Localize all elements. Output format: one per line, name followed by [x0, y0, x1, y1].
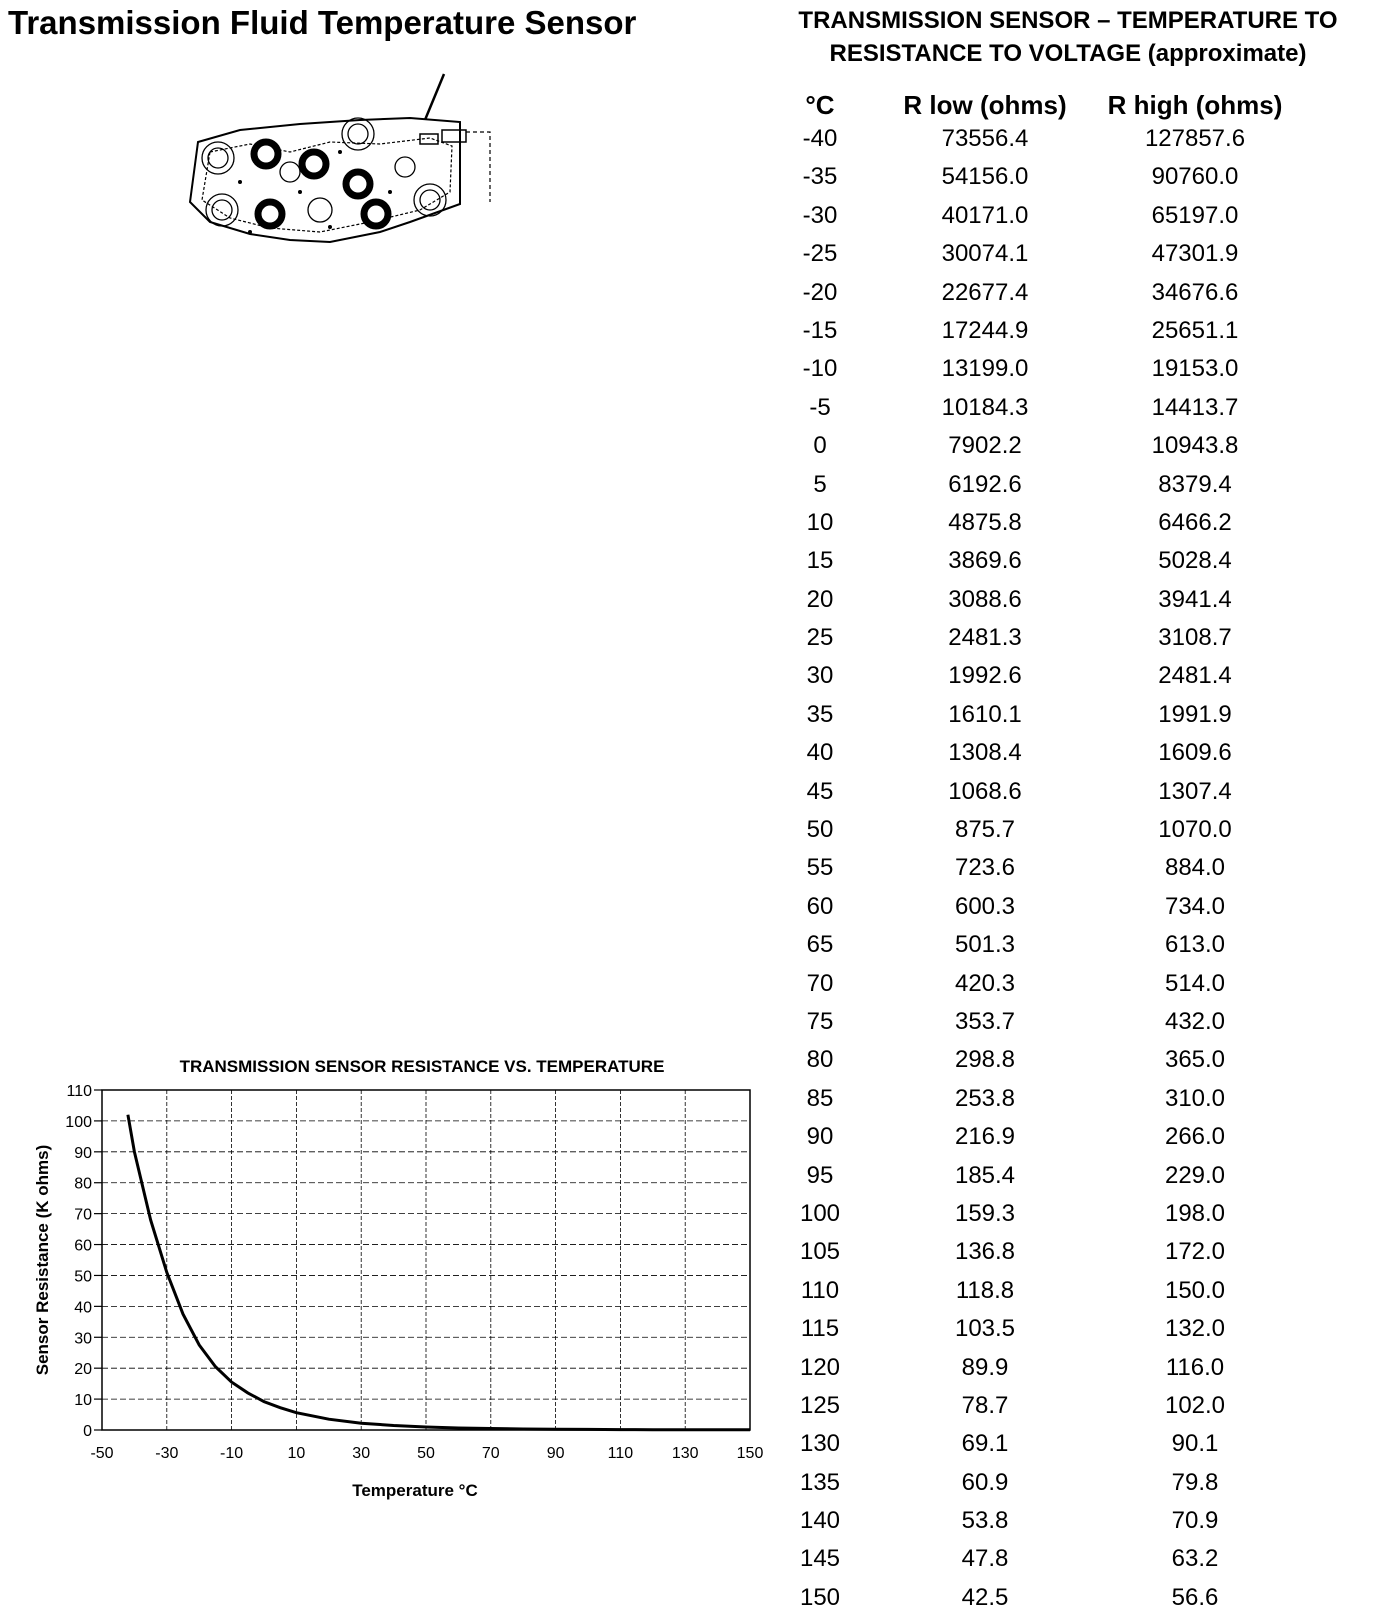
cell-temperature: 40: [806, 739, 834, 767]
cell-r-high: 14413.7: [1151, 393, 1239, 421]
cell-r-high: 150.0: [1164, 1276, 1226, 1304]
cell-temperature: 50: [806, 816, 834, 844]
cell-temperature: -25: [802, 240, 838, 268]
cell-temperature: 0: [813, 432, 827, 460]
cell-r-high: 19153.0: [1151, 355, 1239, 383]
cell-temperature: 45: [806, 777, 834, 805]
cell-r-high: 132.0: [1164, 1315, 1226, 1343]
table-row: [780, 1007, 1340, 1045]
table-title: TRANSMISSION SENSOR – TEMPERATURE TO RESISTANCE TO VOLTAGE (approximate): [798, 7, 1338, 67]
cell-r-high: 6466.2: [1158, 508, 1232, 536]
table-row: [780, 1161, 1340, 1199]
x-tick-label: -50: [90, 1445, 114, 1462]
x-tick-label: 50: [417, 1445, 435, 1462]
y-tick-label: 60: [74, 1237, 92, 1255]
table-row: [780, 700, 1340, 738]
cell-r-low: 1308.4: [948, 739, 1022, 767]
cell-temperature: -20: [802, 278, 838, 306]
cell-temperature: 145: [799, 1545, 841, 1573]
cell-temperature: 85: [806, 1084, 834, 1112]
x-tick-label: -30: [155, 1445, 179, 1462]
cell-r-high: 63.2: [1171, 1545, 1219, 1573]
y-tick-label: 90: [74, 1144, 92, 1162]
cell-temperature: 70: [806, 969, 834, 997]
header-celsius: °C: [805, 90, 835, 120]
cell-r-high: 198.0: [1164, 1199, 1226, 1227]
cell-r-low: 298.8: [954, 1046, 1016, 1074]
table-row: [780, 124, 1340, 162]
cell-r-high: 127857.6: [1144, 125, 1246, 152]
cell-r-high: 229.0: [1164, 1161, 1226, 1189]
y-axis-label: Sensor Resistance (K ohms): [33, 1144, 52, 1376]
cell-r-high: 116.0: [1165, 1353, 1225, 1381]
cell-r-low: 2481.3: [948, 624, 1022, 652]
table-row: [780, 1314, 1340, 1352]
cell-temperature: 95: [806, 1161, 834, 1189]
cell-r-low: 13199.0: [941, 355, 1029, 383]
x-tick-label: 10: [287, 1445, 306, 1462]
table-row: [780, 1199, 1340, 1237]
header-r-low: R low (ohms): [903, 90, 1067, 120]
cell-r-low: 53.8: [961, 1507, 1009, 1535]
x-tick-label: 150: [736, 1445, 764, 1462]
cell-r-low: 78.7: [961, 1391, 1009, 1419]
table-row: [780, 239, 1340, 277]
y-tick-label: 70: [74, 1206, 92, 1224]
cell-r-low: 3088.6: [948, 585, 1022, 613]
cell-r-low: 4875.8: [948, 508, 1022, 536]
y-tick-label: 30: [74, 1330, 92, 1348]
cell-temperature: 110: [800, 1276, 840, 1304]
cell-r-low: 73556.4: [941, 125, 1029, 152]
cell-temperature: -35: [802, 163, 838, 191]
cell-r-low: 1068.6: [948, 777, 1022, 805]
cell-temperature: 90: [806, 1123, 834, 1151]
cell-temperature: -5: [809, 393, 831, 421]
table-row: [780, 1544, 1340, 1582]
cell-r-high: 47301.9: [1151, 240, 1239, 268]
cell-r-high: 1070.0: [1158, 816, 1232, 844]
cell-r-low: 69.1: [961, 1430, 1009, 1458]
cell-r-high: 310.0: [1164, 1084, 1226, 1112]
cell-r-low: 420.3: [954, 969, 1016, 997]
cell-r-low: 600.3: [954, 892, 1016, 920]
cell-r-low: 1992.6: [948, 662, 1022, 690]
cell-r-low: 3869.6: [948, 547, 1022, 575]
cell-r-high: 5028.4: [1158, 547, 1232, 575]
cell-r-high: 90760.0: [1151, 163, 1239, 191]
table-row: [780, 393, 1340, 431]
y-tick-label: 40: [74, 1299, 92, 1317]
cell-r-high: 613.0: [1164, 931, 1226, 959]
cell-temperature: 150: [799, 1583, 841, 1611]
y-tick-label: 20: [74, 1361, 92, 1379]
y-tick-label: 100: [65, 1113, 92, 1131]
table-row: [780, 431, 1340, 469]
table-row: [780, 738, 1340, 776]
cell-r-low: 118.8: [955, 1276, 1015, 1304]
cell-r-low: 40171.0: [941, 201, 1029, 229]
cell-temperature: 135: [799, 1468, 841, 1496]
x-tick-label: -10: [220, 1445, 244, 1462]
y-tick-label: 110: [66, 1083, 92, 1100]
table-row: [780, 201, 1340, 239]
cell-r-low: 54156.0: [941, 163, 1029, 191]
cell-r-high: 365.0: [1164, 1046, 1226, 1074]
cell-r-high: 1307.4: [1158, 777, 1232, 805]
cell-temperature: 5: [813, 470, 827, 498]
cell-temperature: 35: [806, 700, 834, 728]
cell-r-high: 3941.4: [1158, 585, 1232, 613]
cell-r-low: 136.8: [954, 1238, 1016, 1266]
cell-r-high: 10943.8: [1151, 432, 1239, 460]
cell-r-low: 6192.6: [948, 470, 1022, 498]
table-row: [780, 508, 1340, 546]
cell-r-low: 42.5: [961, 1583, 1009, 1611]
cell-r-low: 216.9: [954, 1123, 1016, 1151]
y-tick-label: 80: [74, 1175, 92, 1193]
cell-r-low: 159.3: [954, 1199, 1016, 1227]
cell-r-low: 60.9: [961, 1468, 1009, 1496]
cell-temperature: 105: [799, 1238, 841, 1266]
table-row: [780, 1353, 1340, 1391]
cell-r-high: 3108.7: [1158, 624, 1232, 652]
table-row: [780, 1084, 1340, 1122]
cell-temperature: -10: [802, 355, 838, 383]
valve-body-diagram: [180, 72, 500, 262]
table-row: [780, 1237, 1340, 1275]
cell-temperature: 55: [806, 854, 834, 882]
cell-r-low: 875.7: [954, 816, 1016, 844]
table-row: [780, 1583, 1340, 1621]
cell-r-high: 25651.1: [1151, 316, 1239, 344]
cell-r-high: 514.0: [1164, 969, 1226, 997]
cell-temperature: 60: [806, 892, 834, 920]
cell-r-high: 8379.4: [1158, 470, 1232, 498]
cell-r-low: 7902.2: [948, 432, 1022, 460]
x-tick-label: 130: [671, 1445, 699, 1462]
y-tick-label: 10: [74, 1392, 92, 1410]
cell-r-high: 90.1: [1171, 1430, 1219, 1458]
table-row: [780, 853, 1340, 891]
cell-r-high: 734.0: [1164, 892, 1226, 920]
cell-r-high: 56.6: [1171, 1583, 1219, 1611]
cell-r-low: 22677.4: [941, 278, 1029, 306]
cell-r-high: 432.0: [1164, 1007, 1226, 1035]
cell-r-low: 723.6: [954, 854, 1016, 882]
cell-r-high: 1609.6: [1158, 739, 1232, 767]
cell-r-low: 30074.1: [941, 240, 1029, 268]
table-row: [780, 278, 1340, 316]
x-tick-label: 110: [607, 1445, 634, 1462]
table-row: [780, 661, 1340, 699]
cell-temperature: 140: [799, 1507, 841, 1535]
cell-temperature: 25: [806, 624, 834, 652]
cell-r-low: 253.8: [954, 1084, 1016, 1112]
cell-r-low: 10184.3: [941, 393, 1029, 421]
cell-r-low: 17244.9: [941, 316, 1029, 344]
table-row: [780, 1276, 1340, 1314]
header-r-high: R high (ohms): [1107, 90, 1283, 120]
resistance-table: [780, 124, 1340, 1621]
cell-r-high: 1991.9: [1158, 700, 1232, 728]
table-row: [780, 815, 1340, 853]
table-row: [780, 930, 1340, 968]
cell-temperature: 80: [806, 1046, 834, 1074]
x-axis-label: Temperature °C: [352, 1481, 478, 1500]
cell-temperature: -15: [802, 316, 838, 344]
table-row: [780, 316, 1340, 354]
resistance-chart: [20, 1040, 780, 1510]
table-row: [780, 470, 1340, 508]
table-row: [780, 1122, 1340, 1160]
cell-r-high: 34676.6: [1151, 278, 1239, 306]
cell-temperature: 15: [806, 547, 834, 575]
cell-temperature: -30: [802, 201, 838, 229]
cell-r-high: 70.9: [1171, 1507, 1219, 1535]
table-row: [780, 777, 1340, 815]
cell-r-high: 65197.0: [1151, 201, 1239, 229]
cell-temperature: 30: [806, 662, 834, 690]
x-tick-label: 30: [352, 1445, 371, 1462]
table-row: [780, 969, 1340, 1007]
table-row: [780, 1468, 1340, 1506]
table-row: [780, 546, 1340, 584]
cell-temperature: 130: [799, 1430, 841, 1458]
x-tick-label: 90: [546, 1445, 565, 1462]
table-row: [780, 892, 1340, 930]
cell-temperature: 75: [806, 1007, 834, 1035]
cell-r-low: 501.3: [954, 931, 1016, 959]
cell-temperature: 115: [800, 1315, 840, 1343]
cell-temperature: 125: [799, 1391, 841, 1419]
page-title: Transmission Fluid Temperature Sensor: [8, 4, 637, 41]
cell-r-low: 353.7: [954, 1007, 1016, 1035]
cell-temperature: 20: [806, 585, 834, 613]
cell-r-low: 89.9: [961, 1353, 1009, 1381]
cell-r-low: 47.8: [961, 1545, 1009, 1573]
table-row: [780, 354, 1340, 392]
cell-r-high: 2481.4: [1158, 662, 1232, 690]
cell-r-low: 103.5: [954, 1315, 1016, 1343]
table-row: [780, 1391, 1340, 1429]
table-row: [780, 162, 1340, 200]
table-row: [780, 1429, 1340, 1467]
table-row: [780, 1506, 1340, 1544]
series-line-sensor-resistance: [128, 1115, 750, 1430]
x-tick-label: 70: [481, 1445, 500, 1462]
table-row: [780, 623, 1340, 661]
cell-r-low: 1610.1: [948, 700, 1022, 728]
cell-r-high: 266.0: [1164, 1123, 1226, 1151]
y-tick-label: 50: [74, 1268, 92, 1286]
cell-temperature: 120: [799, 1353, 841, 1381]
cell-r-high: 172.0: [1164, 1238, 1226, 1266]
y-tick-label: 0: [83, 1423, 92, 1440]
cell-temperature: 10: [806, 508, 834, 536]
cell-r-high: 884.0: [1164, 854, 1226, 882]
cell-temperature: 100: [799, 1199, 841, 1227]
cell-r-low: 185.4: [954, 1161, 1016, 1189]
table-row: [780, 585, 1340, 623]
cell-r-high: 79.8: [1171, 1468, 1219, 1496]
cell-temperature: -40: [802, 125, 838, 152]
cell-r-high: 102.0: [1164, 1391, 1226, 1419]
chart-title: TRANSMISSION SENSOR RESISTANCE VS. TEMPERATURE: [179, 1057, 665, 1076]
table-row: [780, 1045, 1340, 1083]
cell-temperature: 65: [806, 931, 834, 959]
